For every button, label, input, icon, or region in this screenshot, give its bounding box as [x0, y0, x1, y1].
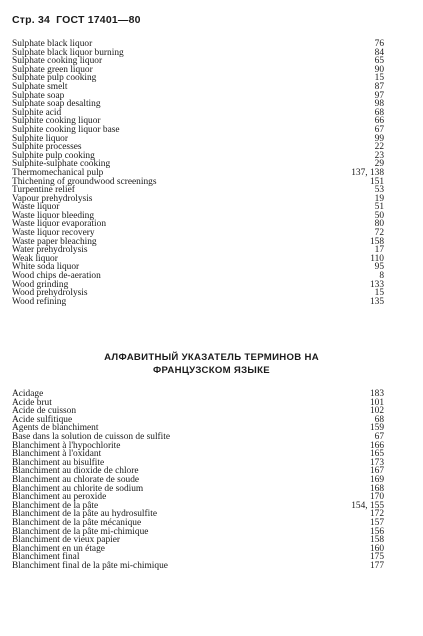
index-page-ref: 170 — [369, 492, 384, 503]
index-term: Weak liquor — [12, 253, 58, 264]
index-page-ref: 65 — [374, 56, 384, 67]
index-page-ref: 159 — [369, 423, 384, 434]
index-page-ref: 137, 138 — [351, 167, 384, 178]
index-term: Water prehydrolysis — [12, 245, 88, 256]
index-page-ref: 151 — [369, 176, 384, 187]
index-page-ref: 29 — [374, 159, 384, 170]
index-page-ref: 102 — [369, 406, 384, 417]
index-term: Blanchiment au chlorate de soude — [12, 474, 140, 485]
index-term: Blanchiment de la pâte mi-chimique — [12, 526, 149, 537]
index-page-ref: 133 — [369, 279, 384, 290]
index-term: Agents de blanchiment — [12, 423, 99, 434]
index-entry — [12, 289, 384, 298]
index-term: Waste liquor recovery — [12, 228, 95, 239]
index-entry — [12, 74, 384, 83]
heading-line: ФРАНЦУЗСКОМ ЯЗЫКЕ — [153, 365, 270, 376]
index-page-ref: 160 — [369, 543, 384, 554]
index-term: Sulphate smelt — [12, 81, 68, 92]
index-page-ref: 8 — [379, 271, 384, 282]
index-term: Blanchiment à l'hypochlorite — [12, 440, 121, 451]
french-term-index — [12, 390, 384, 570]
index-page-ref: 17 — [374, 245, 384, 256]
index-page-ref: 135 — [369, 296, 384, 307]
index-term: Blanchiment de la pâte au hydrosulfite — [12, 509, 158, 520]
index-page-ref: 110 — [370, 253, 384, 264]
index-term: Sulphite processes — [12, 142, 82, 153]
index-term: Sulphate pulp cooking — [12, 73, 97, 84]
index-term: Wood prehydrolysis — [12, 288, 88, 299]
index-entry — [12, 298, 384, 307]
english-term-index — [12, 40, 384, 306]
index-page-ref: 90 — [374, 64, 384, 75]
index-page-ref: 177 — [369, 560, 384, 571]
index-page-ref: 156 — [369, 526, 384, 537]
index-page-ref: 165 — [369, 449, 384, 460]
index-term: Wood grinding — [12, 279, 69, 290]
index-page-ref: 157 — [369, 517, 384, 528]
index-entry — [12, 246, 384, 255]
page-header — [12, 14, 141, 26]
index-term: Wood chips de-aeration — [12, 271, 101, 282]
index-page-ref: 173 — [369, 457, 384, 468]
index-page-ref: 66 — [374, 116, 384, 127]
index-term: Sulphate green liquor — [12, 64, 93, 75]
index-term: Sulphate soap — [12, 90, 65, 101]
index-page-ref: 23 — [374, 150, 384, 161]
index-term: Blanchiment de la pâte — [12, 500, 99, 511]
index-term: Sulphite-sulphate cooking — [12, 159, 111, 170]
index-term: Base dans la solution de cuisson de sulfite — [12, 431, 171, 442]
index-term: Sulphite cooking liquor — [12, 116, 101, 127]
index-page-ref: 15 — [374, 288, 384, 299]
index-term: Thermomechanical pulp — [12, 167, 104, 178]
index-term: Blanchiment au peroxide — [12, 492, 107, 503]
index-term: White soda liquor — [12, 262, 80, 273]
index-page-ref: 19 — [374, 193, 384, 204]
index-page-ref: 80 — [374, 219, 384, 230]
index-term: Blanchiment final de la pâte mi-chimique — [12, 560, 168, 571]
index-term: Acidage — [12, 389, 44, 399]
index-page-ref: 172 — [369, 509, 384, 520]
index-page-ref: 98 — [374, 99, 384, 110]
index-term: Acide de cuisson — [12, 406, 77, 417]
index-term: Blanchiment au dioxide de chlore — [12, 466, 139, 477]
index-entry — [12, 83, 384, 92]
index-page-ref: 99 — [374, 133, 384, 144]
index-entry — [12, 390, 384, 399]
index-page-ref: 169 — [369, 474, 384, 485]
index-entry — [12, 100, 384, 109]
heading-line: АЛФАВИТНЫЙ УКАЗАТЕЛЬ ТЕРМИНОВ НА — [104, 352, 319, 363]
index-page-ref: 51 — [374, 202, 384, 213]
index-page-ref: 76 — [374, 39, 384, 49]
index-term: Turpentine relief — [12, 185, 75, 196]
index-page-ref: 50 — [374, 210, 384, 221]
index-page-ref: 154, 155 — [351, 500, 384, 511]
index-term: Waste liquor — [12, 202, 60, 213]
index-term: Vapour prehydrolysis — [12, 193, 93, 204]
index-term: Waste liquor bleeding — [12, 210, 95, 221]
index-page-ref: 68 — [374, 107, 384, 118]
index-page-ref: 158 — [369, 236, 384, 247]
index-term: Blanchiment en un étage — [12, 543, 105, 554]
index-term: Sulphate cooking liquor — [12, 56, 103, 67]
index-page-ref: 95 — [374, 262, 384, 273]
index-term: Sulphate soap desalting — [12, 99, 101, 110]
index-page-ref: 101 — [369, 397, 384, 408]
index-page-ref: 84 — [374, 47, 384, 58]
index-page-ref: 167 — [369, 466, 384, 477]
index-term: Sulphate black liquor burning — [12, 47, 124, 58]
index-term: Acide brut — [12, 397, 52, 408]
index-term: Waste liquor evaporation — [12, 219, 107, 230]
index-term: Thichening of groundwood screenings — [12, 176, 157, 187]
index-page-ref: 67 — [374, 124, 384, 135]
index-page-ref: 97 — [374, 90, 384, 101]
french-index-heading — [0, 351, 423, 377]
index-page-ref: 168 — [369, 483, 384, 494]
index-term: Blanchiment au chlorite de sodium — [12, 483, 144, 494]
index-page-ref: 87 — [374, 81, 384, 92]
index-term: Sulphate black liquor — [12, 39, 93, 49]
index-term: Sulphite cooking liquor base — [12, 124, 120, 135]
index-term: Waste paper bleaching — [12, 236, 97, 247]
index-term: Wood refining — [12, 296, 67, 307]
index-term: Sulphite liquor — [12, 133, 68, 144]
index-term: Blanchiment de la pâte mécanique — [12, 517, 142, 528]
index-term: Blanchiment au bisulfite — [12, 457, 105, 468]
index-page-ref: 166 — [369, 440, 384, 451]
index-entry — [12, 562, 384, 571]
index-page-ref: 72 — [374, 228, 384, 239]
index-term: Blanchiment final — [12, 552, 80, 563]
index-page-ref: 15 — [374, 73, 384, 84]
index-entry — [12, 195, 384, 204]
index-term: Blanchiment à l'oxidant — [12, 449, 102, 460]
index-page-ref: 158 — [369, 535, 384, 546]
index-page-ref: 175 — [369, 552, 384, 563]
index-term: Acide sulfitique — [12, 414, 73, 425]
index-term: Sulphite pulp cooking — [12, 150, 95, 161]
index-page-ref: 183 — [369, 389, 384, 399]
standard-code: ГОСТ 17401—80 — [56, 14, 141, 26]
index-page-ref: 68 — [374, 414, 384, 425]
index-page-ref: 53 — [374, 185, 384, 196]
index-page-ref: 67 — [374, 431, 384, 442]
page-number: Стр. 34 — [12, 14, 51, 26]
index-term: Sulphite acid — [12, 107, 62, 118]
index-term: Blanchiment de vieux papier — [12, 535, 121, 546]
index-page-ref: 22 — [374, 142, 384, 153]
